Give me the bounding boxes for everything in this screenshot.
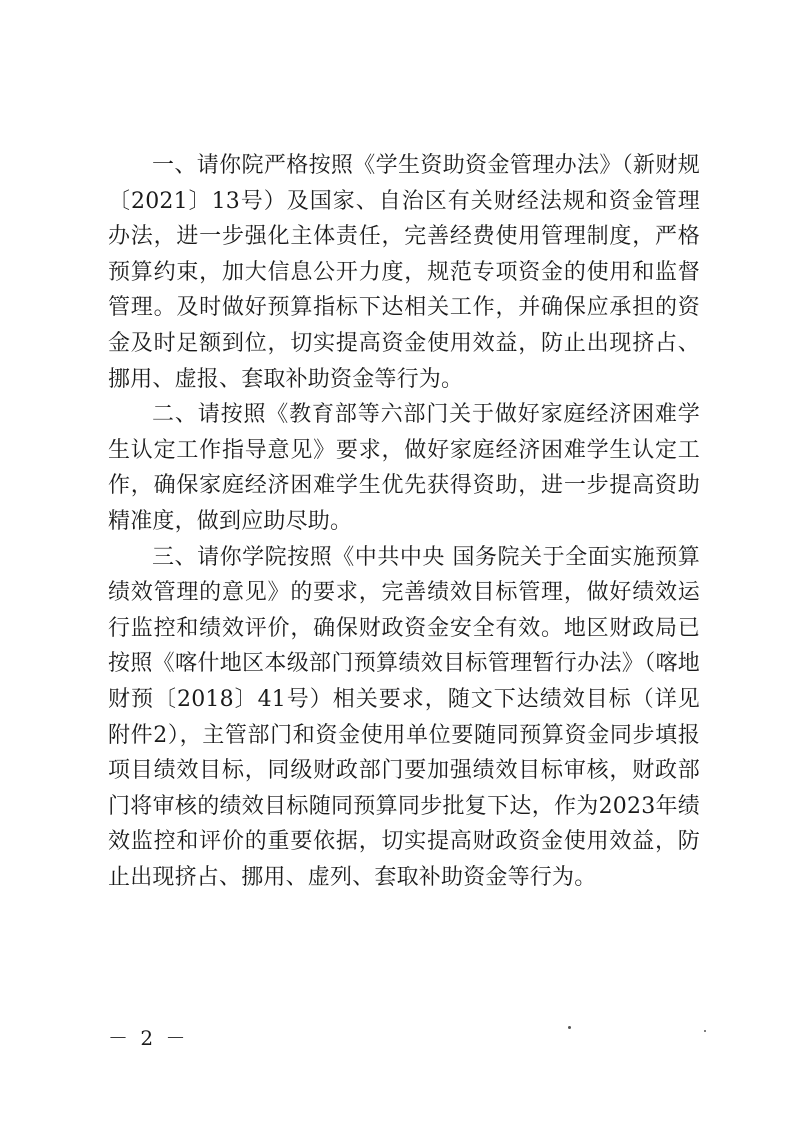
paragraph-2: 二、请按照《教育部等六部门关于做好家庭经济困难学生认定工作指导意见》要求，做好家庭经济困难学生认定工作，确保家庭经济困难学生优先获得资助，进一步提高资助精准度，做到应助尽助。 [108, 402, 700, 534]
scan-speck [568, 1026, 571, 1029]
scan-speck [704, 1030, 706, 1032]
document-body [108, 148, 700, 895]
paragraph-1: 一、请你院严格按照《学生资助资金管理办法》（新财规〔2021〕13号）及国家、自治区有关财经法规和资金管理办法，进一步强化主体责任，完善经费使用管理制度，严格预算约束，加大信息公开力度，规范专项资金的使用和监督管理。及时做好预算指标下达相关工作，并确保应承担的资金及时足额到位，切实提高资金使用效益，防止出现挤占、挪用、虚报、套取补助资金等行为。 [108, 153, 700, 392]
page-number: － 2 － [108, 1026, 189, 1050]
paragraph-3: 三、请你学院按照《中共中央 国务院关于全面实施预算绩效管理的意见》的要求，完善绩效目标管理，做好绩效运行监控和绩效评价，确保财政资金安全有效。地区财政局已按照《喀什地区本级部门预算绩效目标管理暂行办法》（喀地财预〔2018〕41号）相关要求，随文下达绩效目标（详见附件2），主管部门和资金使用单位要随同预算资金同步填报项目绩效目标，同级财政部门要加强绩效目标审核，财政部门将审核的绩效目标随同预算同步批复下达，作为2023年绩效监控和评价的重要依据，切实提高财政资金使用效益，防止出现挤占、挪用、虚列、套取补助资金等行为。 [108, 544, 700, 890]
